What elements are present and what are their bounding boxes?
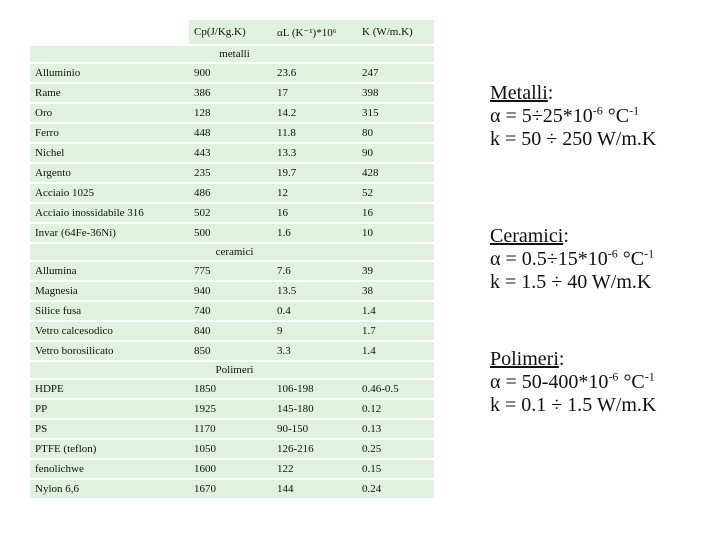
table-row bbox=[30, 400, 434, 418]
note-alpha-exponent: -6 bbox=[608, 369, 619, 384]
note-alpha-range: 0.5÷15*10 bbox=[521, 248, 608, 270]
thermal-expansion-cell: 13.5 bbox=[272, 282, 357, 300]
table-row bbox=[30, 302, 434, 320]
thermal-expansion-cell: 14.2 bbox=[272, 104, 357, 122]
material-name-cell: Alluminio bbox=[30, 64, 189, 82]
note-title: Polimeri bbox=[490, 348, 559, 370]
conductivity-cell: 1.4 bbox=[357, 342, 434, 360]
table-row bbox=[30, 460, 434, 478]
properties-table-body bbox=[30, 20, 434, 498]
specific-heat-cell: 500 bbox=[189, 224, 272, 242]
material-name-cell: Vetro borosilicato bbox=[30, 342, 189, 360]
section-header-metalli bbox=[30, 46, 434, 62]
note-alpha-exponent: -6 bbox=[607, 246, 618, 261]
table-row bbox=[30, 64, 434, 82]
section-header-polimeri bbox=[30, 362, 434, 378]
specific-heat-cell: 128 bbox=[189, 104, 272, 122]
thermal-expansion-cell: 106-198 bbox=[272, 380, 357, 398]
material-name-cell: Oro bbox=[30, 104, 189, 122]
material-name-cell: Invar (64Fe-36Ni) bbox=[30, 224, 189, 242]
header-thermal-conductivity: K (W/m.K) bbox=[357, 20, 434, 44]
material-name-cell: fenolichwe bbox=[30, 460, 189, 478]
table-row bbox=[30, 84, 434, 102]
note-alpha-unit: °C bbox=[622, 248, 645, 270]
table-row bbox=[30, 144, 434, 162]
header-row bbox=[30, 20, 434, 44]
note-k-line: k = 1.5 ÷ 40 W/m.K bbox=[490, 271, 652, 293]
table-row bbox=[30, 124, 434, 142]
header-specific-heat: Cp(J/Kg.K) bbox=[189, 20, 272, 44]
thermal-expansion-cell: 19.7 bbox=[272, 164, 357, 182]
specific-heat-cell: 1850 bbox=[189, 380, 272, 398]
specific-heat-cell: 235 bbox=[189, 164, 272, 182]
note-title-line: Ceramici: bbox=[490, 225, 569, 247]
conductivity-cell: 398 bbox=[357, 84, 434, 102]
thermal-expansion-cell: 17 bbox=[272, 84, 357, 102]
thermal-expansion-cell: 23.6 bbox=[272, 64, 357, 82]
table-row bbox=[30, 322, 434, 340]
thermal-expansion-cell: 13.3 bbox=[272, 144, 357, 162]
note-alpha-unit: °C bbox=[623, 371, 645, 393]
thermal-expansion-cell: 0.4 bbox=[272, 302, 357, 320]
table-row bbox=[30, 420, 434, 438]
material-name-cell: Acciaio inossidabile 316 bbox=[30, 204, 189, 222]
conductivity-cell: 10 bbox=[357, 224, 434, 242]
conductivity-cell: 0.13 bbox=[357, 420, 434, 438]
header-thermal-expansion: αL (K⁻¹)*10⁶ bbox=[272, 20, 357, 44]
conductivity-cell: 90 bbox=[357, 144, 434, 162]
specific-heat-cell: 502 bbox=[189, 204, 272, 222]
thermal-expansion-cell: 122 bbox=[272, 460, 357, 478]
thermal-expansion-cell: 3.3 bbox=[272, 342, 357, 360]
material-name-cell: Ferro bbox=[30, 124, 189, 142]
material-name-cell: Acciaio 1025 bbox=[30, 184, 189, 202]
specific-heat-cell: 1050 bbox=[189, 440, 272, 458]
specific-heat-cell: 940 bbox=[189, 282, 272, 300]
thermal-expansion-cell: 1.6 bbox=[272, 224, 357, 242]
material-name-cell: Nylon 6,6 bbox=[30, 480, 189, 498]
specific-heat-cell: 850 bbox=[189, 342, 272, 360]
specific-heat-cell: 1170 bbox=[189, 420, 272, 438]
specific-heat-cell: 386 bbox=[189, 84, 272, 102]
note-k-line: k = 50 ÷ 250 W/m.K bbox=[490, 128, 657, 150]
table-row bbox=[30, 342, 434, 360]
material-name-cell: HDPE bbox=[30, 380, 189, 398]
specific-heat-cell: 486 bbox=[189, 184, 272, 202]
material-name-cell: Rame bbox=[30, 84, 189, 102]
table-row bbox=[30, 282, 434, 300]
note-title-line: Polimeri: bbox=[490, 348, 565, 370]
thermal-expansion-cell: 12 bbox=[272, 184, 357, 202]
note-alpha-line: $\alpha = 50-400*10^{-6}$ $^\circ C^{-1}$ bbox=[490, 369, 655, 393]
material-name-cell: Vetro calcesodico bbox=[30, 322, 189, 340]
conductivity-cell: 0.24 bbox=[357, 480, 434, 498]
conductivity-cell: 428 bbox=[357, 164, 434, 182]
conductivity-cell: 39 bbox=[357, 262, 434, 280]
specific-heat-cell: 840 bbox=[189, 322, 272, 340]
thermal-expansion-cell: 7.6 bbox=[272, 262, 357, 280]
note-k-line: k = 0.1 ÷ 1.5 W/m.K bbox=[490, 394, 657, 416]
table-row bbox=[30, 204, 434, 222]
conductivity-cell: 0.25 bbox=[357, 440, 434, 458]
section-header-ceramici bbox=[30, 244, 434, 260]
conductivity-cell: 0.15 bbox=[357, 460, 434, 478]
conductivity-cell: 38 bbox=[357, 282, 434, 300]
specific-heat-cell: 448 bbox=[189, 124, 272, 142]
specific-heat-cell: 740 bbox=[189, 302, 272, 320]
note-title-line: Metalli: bbox=[490, 82, 554, 104]
header-blank-cell bbox=[30, 20, 189, 44]
thermal-expansion-cell: 90-150 bbox=[272, 420, 357, 438]
thermal-expansion-cell: 145-180 bbox=[272, 400, 357, 418]
section-label: metalli bbox=[30, 46, 434, 62]
specific-heat-cell: 443 bbox=[189, 144, 272, 162]
table-row bbox=[30, 480, 434, 498]
table-row bbox=[30, 262, 434, 280]
note-alpha-range: 5÷25*10 bbox=[521, 105, 593, 127]
note-alpha-line: $\alpha = 5\div 25*10^{-6}$ $^\circ C^{-1}$ bbox=[490, 103, 640, 127]
note-alpha-unit: °C bbox=[607, 105, 630, 127]
conductivity-cell: 1.7 bbox=[357, 322, 434, 340]
table-row bbox=[30, 184, 434, 202]
material-name-cell: Allumina bbox=[30, 262, 189, 280]
conductivity-cell: 80 bbox=[357, 124, 434, 142]
material-name-cell: Silice fusa bbox=[30, 302, 189, 320]
material-name-cell: PP bbox=[30, 400, 189, 418]
conductivity-cell: 0.12 bbox=[357, 400, 434, 418]
note-alpha-line: $\alpha = 0.5\div 15*10^{-6}$ $^\circ C^{-1}$ bbox=[490, 246, 655, 270]
note-alpha-range: 50-400*10 bbox=[521, 371, 609, 393]
conductivity-cell: 247 bbox=[357, 64, 434, 82]
note-unit-exponent: -1 bbox=[644, 369, 655, 384]
material-name-cell: Argento bbox=[30, 164, 189, 182]
specific-heat-cell: 1670 bbox=[189, 480, 272, 498]
table-row bbox=[30, 380, 434, 398]
table-row bbox=[30, 104, 434, 122]
specific-heat-cell: 1925 bbox=[189, 400, 272, 418]
thermal-expansion-cell: 126-216 bbox=[272, 440, 357, 458]
thermal-expansion-cell: 9 bbox=[272, 322, 357, 340]
section-label: ceramici bbox=[30, 244, 434, 260]
conductivity-cell: 52 bbox=[357, 184, 434, 202]
conductivity-cell: 16 bbox=[357, 204, 434, 222]
table-row bbox=[30, 440, 434, 458]
note-title: Metalli bbox=[490, 82, 548, 104]
thermal-expansion-cell: 16 bbox=[272, 204, 357, 222]
specific-heat-cell: 1600 bbox=[189, 460, 272, 478]
thermal-expansion-cell: 11.8 bbox=[272, 124, 357, 142]
specific-heat-cell: 775 bbox=[189, 262, 272, 280]
material-name-cell: PTFE (teflon) bbox=[30, 440, 189, 458]
note-title: Ceramici bbox=[490, 225, 564, 247]
specific-heat-cell: 900 bbox=[189, 64, 272, 82]
properties-table bbox=[30, 18, 434, 500]
note-unit-exponent: -1 bbox=[629, 103, 640, 118]
table-row bbox=[30, 224, 434, 242]
note-block bbox=[490, 348, 656, 417]
conductivity-cell: 0.46-0.5 bbox=[357, 380, 434, 398]
material-name-cell: Nichel bbox=[30, 144, 189, 162]
section-label: Polimeri bbox=[30, 362, 434, 378]
thermal-expansion-cell: 144 bbox=[272, 480, 357, 498]
note-alpha-exponent: -6 bbox=[592, 103, 603, 118]
material-name-cell: PS bbox=[30, 420, 189, 438]
conductivity-cell: 1.4 bbox=[357, 302, 434, 320]
material-name-cell: Magnesia bbox=[30, 282, 189, 300]
table-row bbox=[30, 164, 434, 182]
note-block bbox=[490, 82, 656, 151]
note-unit-exponent: -1 bbox=[644, 246, 655, 261]
conductivity-cell: 315 bbox=[357, 104, 434, 122]
note-block bbox=[490, 225, 654, 294]
